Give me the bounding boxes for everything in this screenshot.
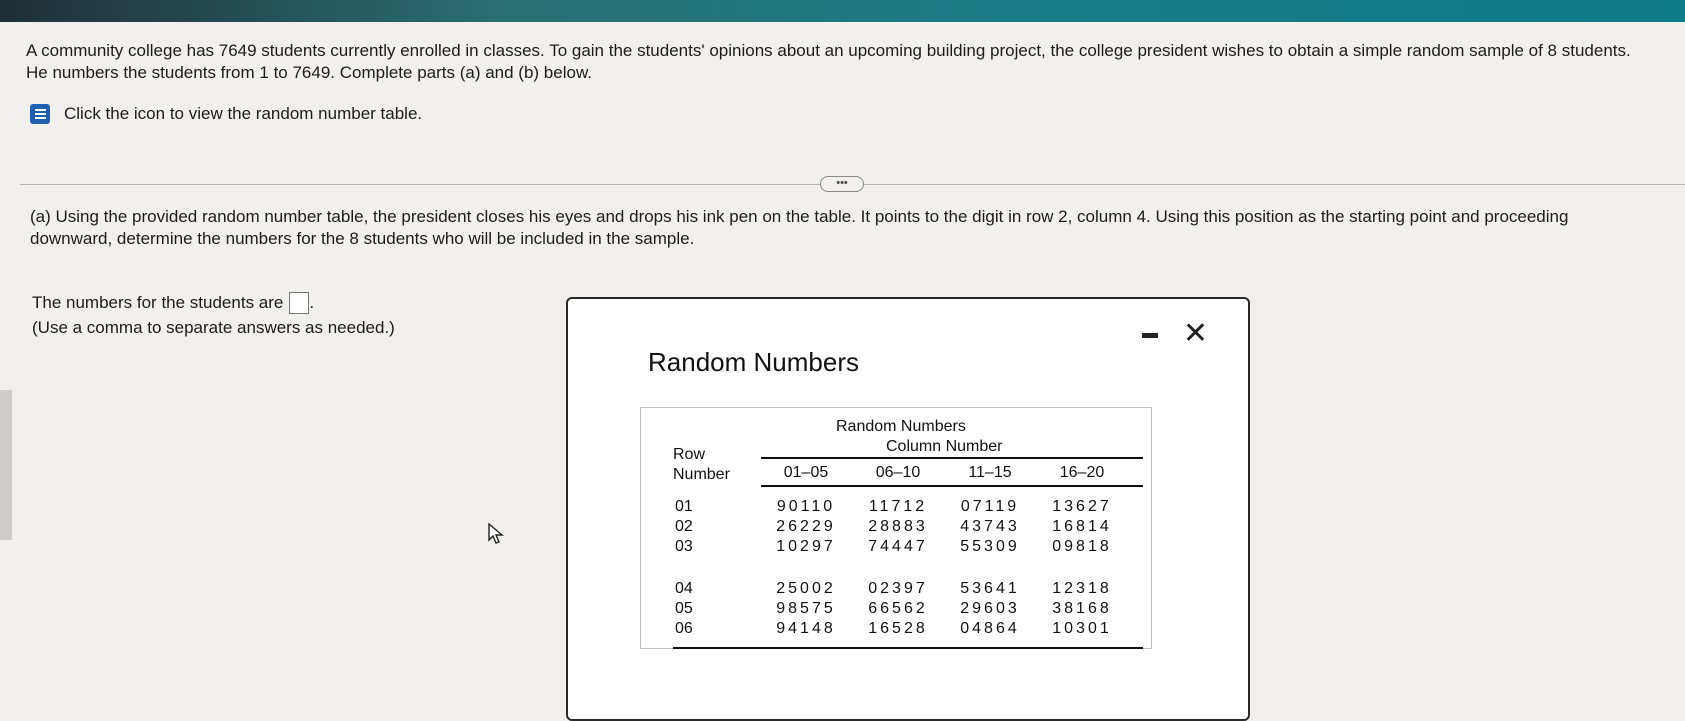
mouse-pointer-icon bbox=[487, 522, 505, 546]
left-edge-strip bbox=[0, 390, 12, 540]
column-number-label: Column Number bbox=[886, 438, 1003, 455]
close-icon[interactable]: ✕ bbox=[1182, 317, 1208, 350]
table-cell: 53641 bbox=[960, 580, 1020, 597]
row-number: 06 bbox=[675, 620, 693, 637]
random-numbers-dialog bbox=[566, 297, 1250, 721]
dialog-title: Random Numbers bbox=[648, 347, 859, 377]
part-a-question: (a) Using the provided random number table, the president closes his eyes and drops his ink pen on the table. It points to the digit in row 2, column 4. Using this position as the starting point and proceeding downward, determine the numbers for the 8 students who will be included in the sample. bbox=[30, 207, 1569, 248]
row-number: 03 bbox=[675, 538, 693, 555]
answer-period: . bbox=[309, 293, 315, 312]
top-banner bbox=[0, 0, 1685, 22]
table-cell: 29603 bbox=[960, 600, 1020, 617]
column-header: 11–15 bbox=[968, 464, 1012, 481]
table-cell: 10297 bbox=[776, 538, 836, 555]
row-header-line1: Row bbox=[673, 446, 706, 463]
table-cell: 66562 bbox=[868, 600, 928, 617]
table-cell: 09818 bbox=[1052, 538, 1112, 555]
expand-button[interactable]: ••• bbox=[820, 176, 864, 192]
answer-label: The numbers for the students are bbox=[32, 293, 284, 312]
table-cell: 11712 bbox=[868, 498, 928, 515]
random-table-link-label: Click the icon to view the random number table. bbox=[64, 104, 423, 123]
table-cell: 12318 bbox=[1052, 580, 1112, 597]
column-header: 01–05 bbox=[783, 464, 829, 481]
table-cell: 16814 bbox=[1052, 518, 1112, 535]
answer-input[interactable] bbox=[289, 292, 309, 314]
row-header-line2: Number bbox=[673, 466, 730, 483]
table-cell: 07119 bbox=[960, 498, 1020, 515]
table-cell: 02397 bbox=[868, 580, 928, 597]
problem-intro: A community college has 7649 students currently enrolled in classes. To gain the students' opinions about an upcoming building project, the college president wishes to obtain a simple random sample of 8 students. He numbers the students from 1 to 7649. Complete parts (a) and (b) below. bbox=[26, 41, 1631, 82]
table-cell: 38168 bbox=[1052, 600, 1112, 617]
table-cell: 90110 bbox=[776, 498, 836, 515]
random-number-table bbox=[640, 407, 1152, 649]
table-cell: 16528 bbox=[868, 620, 928, 637]
book-icon[interactable] bbox=[30, 104, 50, 124]
table-cell: 26229 bbox=[776, 518, 836, 535]
column-header: 06–10 bbox=[875, 464, 921, 481]
row-number: 04 bbox=[675, 580, 693, 597]
column-header: 16–20 bbox=[1059, 464, 1105, 481]
table-caption: Random Numbers bbox=[836, 418, 966, 435]
table-bottom-rule bbox=[673, 647, 1143, 649]
table-cell: 28883 bbox=[868, 518, 928, 535]
table-cell: 55309 bbox=[960, 538, 1020, 555]
table-cell: 74447 bbox=[868, 538, 928, 555]
row-number: 05 bbox=[675, 600, 693, 617]
answer-hint: (Use a comma to separate answers as needed.) bbox=[32, 318, 395, 337]
answer-row bbox=[32, 292, 314, 314]
table-cell: 25002 bbox=[776, 580, 836, 597]
table-cell: 04864 bbox=[960, 620, 1020, 637]
table-cell: 98575 bbox=[776, 600, 836, 617]
header-rule bbox=[761, 485, 1143, 487]
table-cell: 94148 bbox=[776, 620, 836, 637]
random-table-link[interactable] bbox=[30, 104, 422, 124]
column-number-rule bbox=[761, 457, 1143, 459]
minimize-icon[interactable] bbox=[1142, 333, 1158, 338]
row-number: 02 bbox=[675, 518, 693, 535]
table-cell: 43743 bbox=[960, 518, 1020, 535]
row-number: 01 bbox=[675, 498, 693, 515]
table-cell: 10301 bbox=[1052, 620, 1112, 637]
table-cell: 13627 bbox=[1052, 498, 1112, 515]
